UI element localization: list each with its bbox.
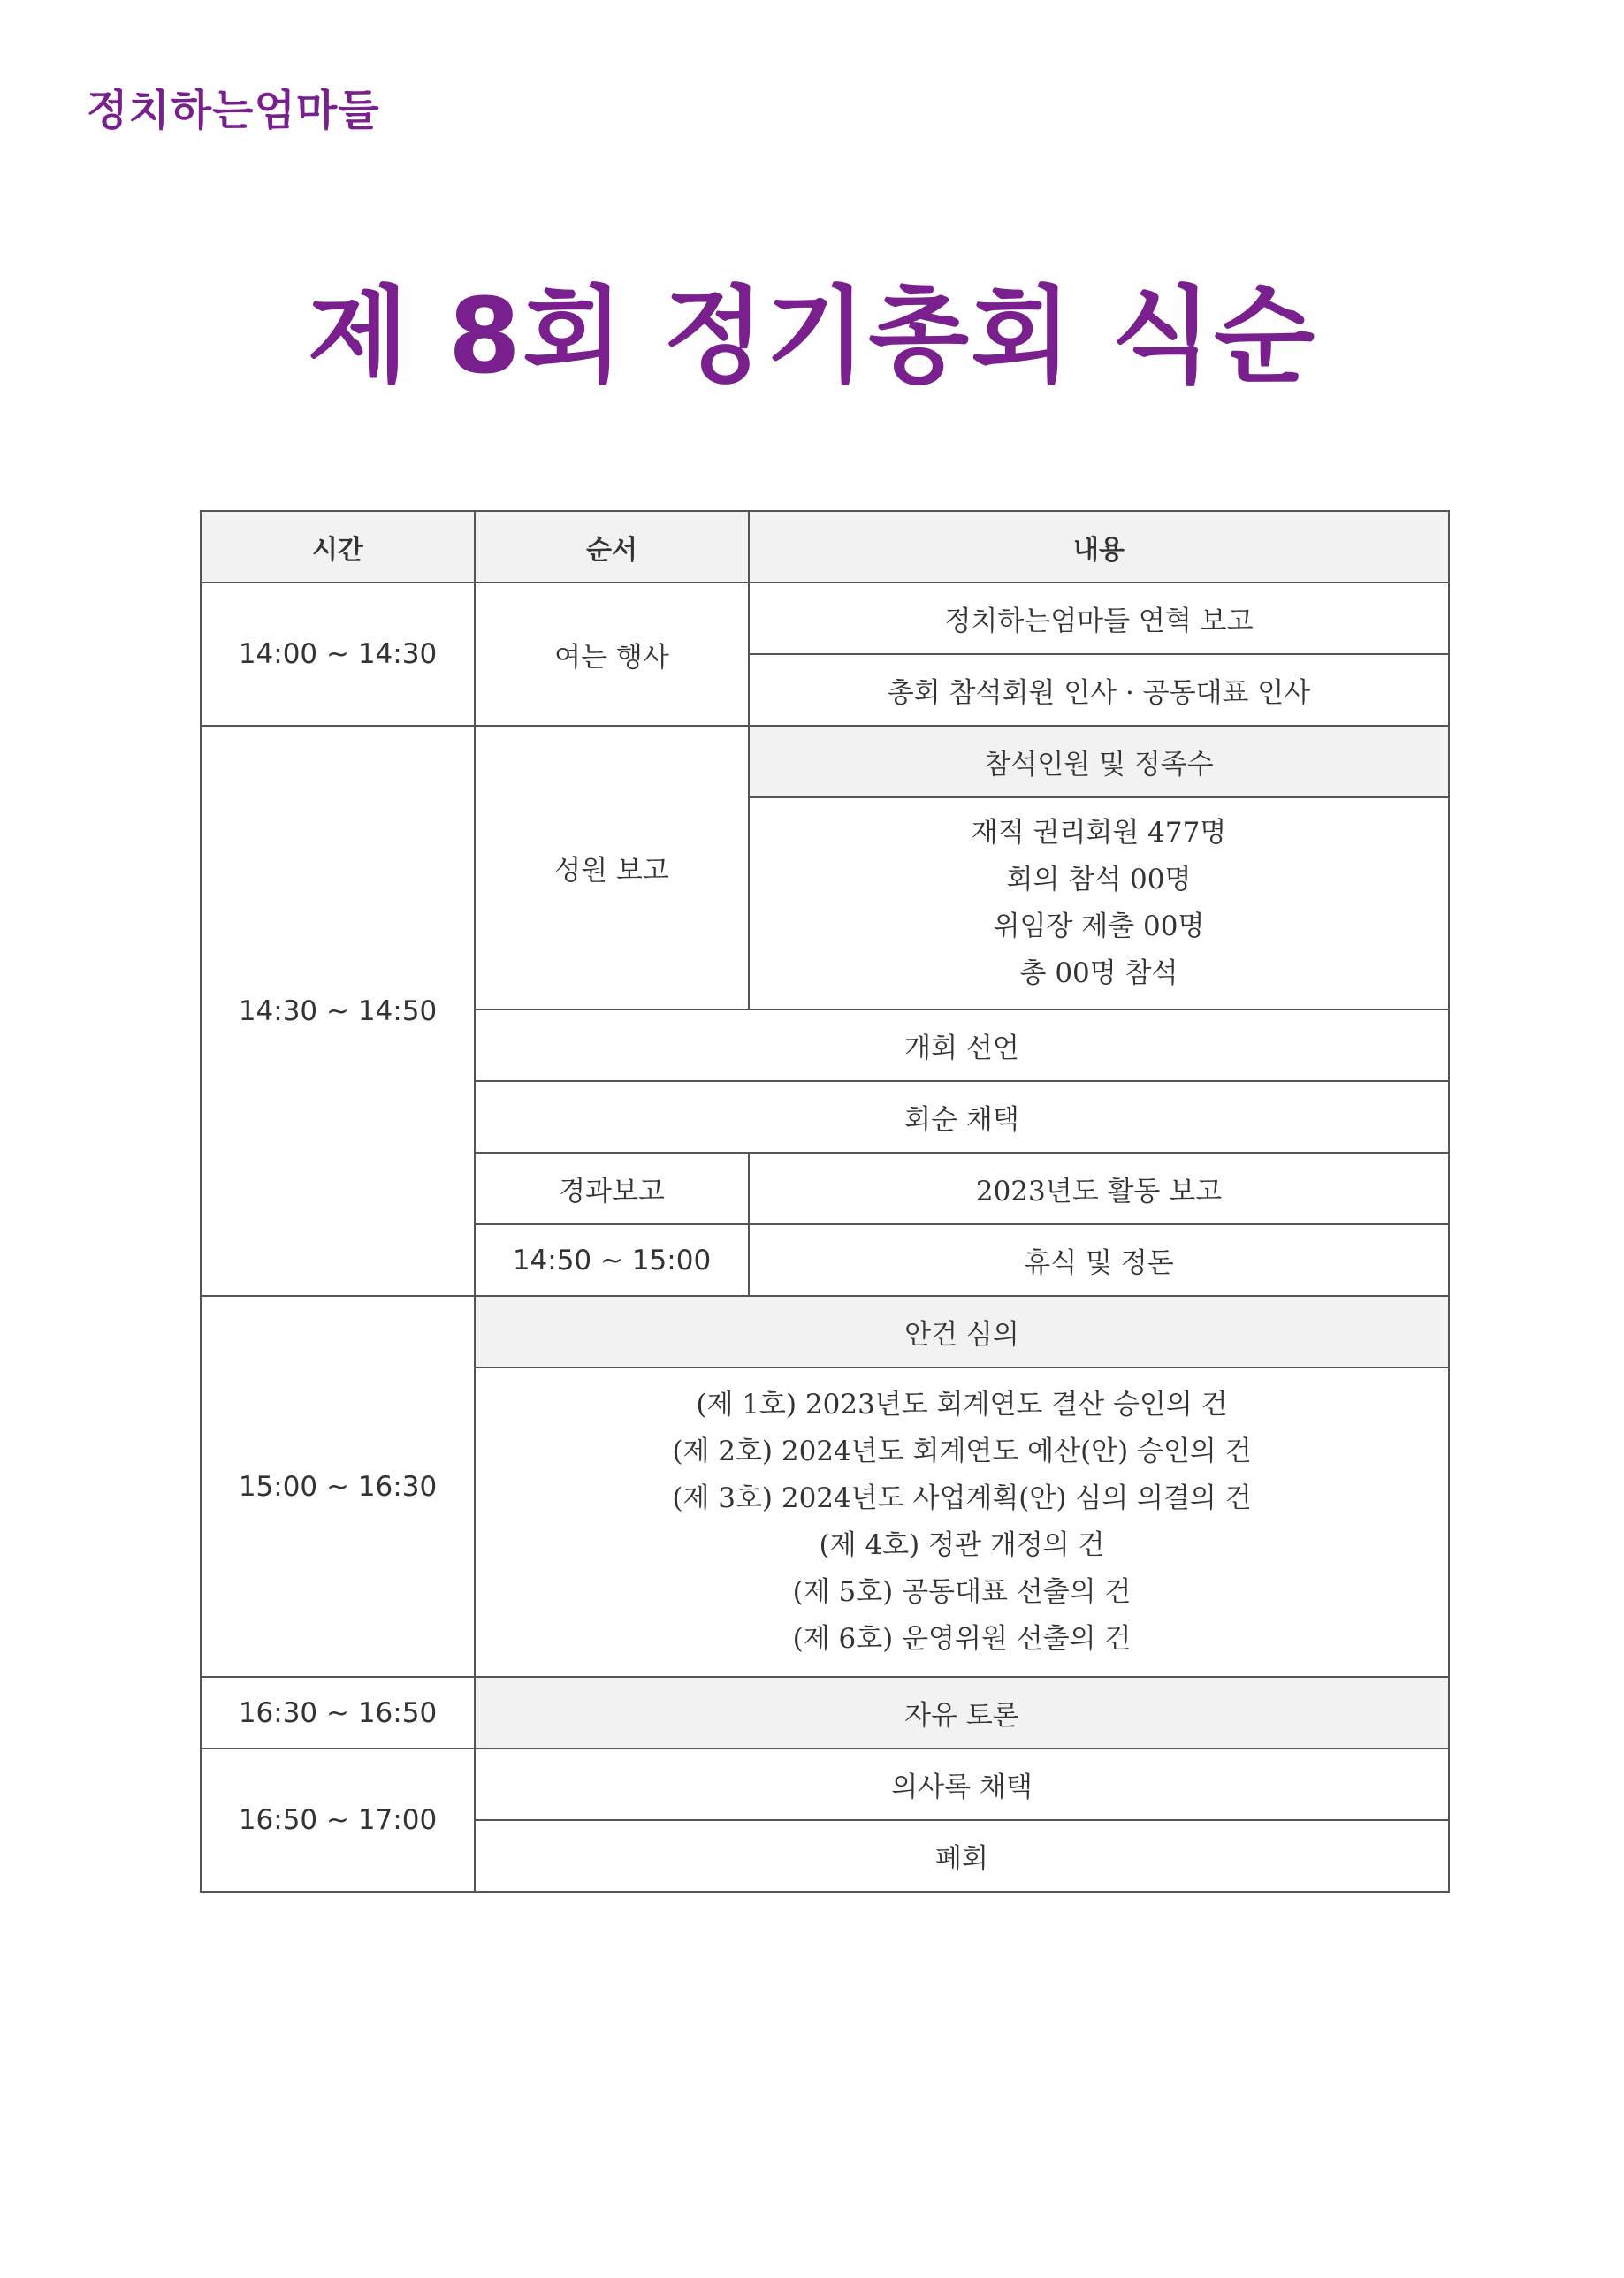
deliberation-title-cell: 안건 심의 [475,1296,1449,1368]
list-item: (제 2호) 2024년도 회계연도 예산(안) 승인의 건 [672,1436,1252,1467]
table-row [201,1748,1449,1820]
time-cell: 14:30 ~ 14:50 [201,726,475,1296]
deliberation-list-cell [475,1368,1449,1677]
time-cell: 16:50 ~ 17:00 [201,1748,475,1892]
content-cell: 개회 선언 [475,1009,1449,1081]
order-cell: 경과보고 [475,1153,749,1224]
table-row [201,1296,1449,1368]
quorum-line: 총 00명 참석 [1019,957,1178,989]
content-cell: 폐회 [475,1820,1449,1892]
table-row [201,726,1449,797]
list-item: (제 4호) 정관 개정의 건 [819,1529,1105,1561]
list-item: (제 1호) 2023년도 회계연도 결산 승인의 건 [696,1389,1228,1421]
content-cell: 정치하는엄마들 연혁 보고 [749,583,1449,654]
list-item: (제 6호) 운영위원 선출의 건 [792,1623,1132,1655]
table-header-row [201,511,1449,583]
agenda-table [200,510,1450,1893]
content-cell: 의사록 채택 [475,1748,1449,1820]
content-cell: 총회 참석회원 인사 · 공동대표 인사 [749,654,1449,726]
quorum-detail-cell [749,797,1449,1009]
order-cell: 여는 행사 [475,583,749,726]
order-cell: 성원 보고 [475,726,749,1009]
brand-logo-text: 정치하는엄마들 [87,86,380,135]
table-row [201,1677,1449,1748]
page-title: 제 8회 정기총회 식순 [307,275,1317,397]
header-order: 순서 [475,511,749,583]
quorum-line: 재적 권리회원 477명 [971,817,1227,849]
header-time: 시간 [201,511,475,583]
time-cell: 15:00 ~ 16:30 [201,1296,475,1677]
list-item: (제 3호) 2024년도 사업계획(안) 심의 의결의 건 [672,1482,1252,1514]
quorum-line: 위임장 제출 00명 [993,910,1205,942]
content-cell: 자유 토론 [475,1677,1449,1748]
time-cell: 14:50 ~ 15:00 [475,1224,749,1296]
table-row [201,583,1449,654]
time-cell: 14:00 ~ 14:30 [201,583,475,726]
list-item: (제 5호) 공동대표 선출의 건 [792,1576,1132,1608]
time-cell: 16:30 ~ 16:50 [201,1677,475,1748]
content-cell: 2023년도 활동 보고 [749,1153,1449,1224]
content-cell: 회순 채택 [475,1081,1449,1153]
content-cell: 휴식 및 정돈 [749,1224,1449,1296]
quorum-line: 회의 참석 00명 [1006,864,1192,895]
quorum-title-cell: 참석인원 및 정족수 [749,726,1449,797]
header-content: 내용 [749,511,1449,583]
